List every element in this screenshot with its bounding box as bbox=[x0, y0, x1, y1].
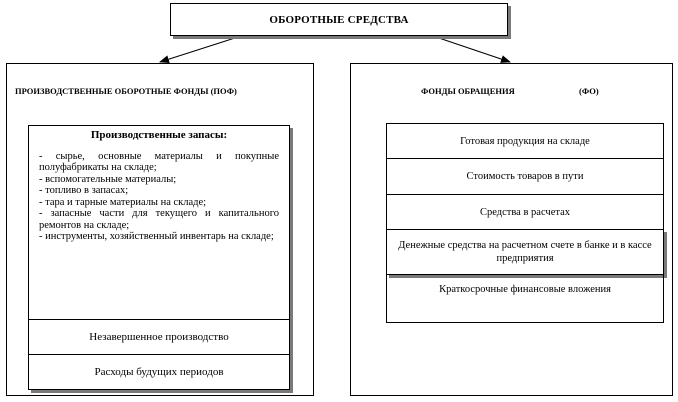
diagram-title: ОБОРОТНЫЕ СРЕДСТВА bbox=[269, 13, 409, 26]
arrow-to-left-panel bbox=[160, 37, 238, 62]
goods-in-transit-label: Стоимость товаров в пути bbox=[466, 171, 584, 182]
production-stocks-block bbox=[29, 126, 289, 320]
future-expenses-label: Расходы будущих периодов bbox=[94, 366, 224, 378]
stock-item: - топливо в запасах; bbox=[39, 185, 129, 196]
list-item bbox=[386, 194, 664, 230]
arrow-to-right-panel bbox=[436, 37, 510, 62]
work-in-progress-label: Незавершенное производство bbox=[89, 331, 229, 343]
stock-item: - инструменты, хозяйственный инвентарь на складе; bbox=[39, 231, 274, 242]
circulation-funds-list bbox=[386, 123, 664, 323]
circulation-funds-heading: ФОНДЫ ОБРАЩЕНИЯ bbox=[421, 86, 515, 96]
production-stocks-title: Производственные запасы: bbox=[90, 129, 228, 141]
production-funds-list bbox=[28, 125, 290, 390]
list-item bbox=[386, 123, 664, 159]
finished-goods-label: Готовая продукция на складе bbox=[460, 135, 590, 147]
list-item bbox=[386, 229, 664, 275]
circulation-funds-abbr: (ФО) bbox=[579, 86, 599, 96]
stock-item: - тара и тарные материалы на складе; bbox=[39, 196, 207, 208]
stock-item: - вспомогательные материалы; bbox=[39, 173, 177, 185]
cash-label: Денежные средства на расчетном счете в банке и в кассе предприятия bbox=[398, 240, 652, 264]
work-in-progress-block bbox=[29, 320, 289, 355]
stock-item: - запасные части для текущего и капитального ремонтов на складе; bbox=[39, 208, 279, 231]
future-expenses-block bbox=[29, 355, 289, 389]
production-funds-heading: ПРОИЗВОДСТВЕННЫЕ ОБОРОТНЫЕ ФОНДЫ (ПОФ) bbox=[15, 86, 237, 96]
list-item bbox=[386, 158, 664, 195]
title-box bbox=[170, 3, 508, 36]
receivables-label: Средства в расчетах bbox=[480, 206, 570, 218]
stock-item: - сырье, основные материалы и покупные полуфабрикаты на складе; bbox=[39, 150, 279, 173]
short-term-investments-label: Краткосрочные финансовые вложения bbox=[439, 284, 611, 295]
list-item bbox=[386, 274, 664, 323]
